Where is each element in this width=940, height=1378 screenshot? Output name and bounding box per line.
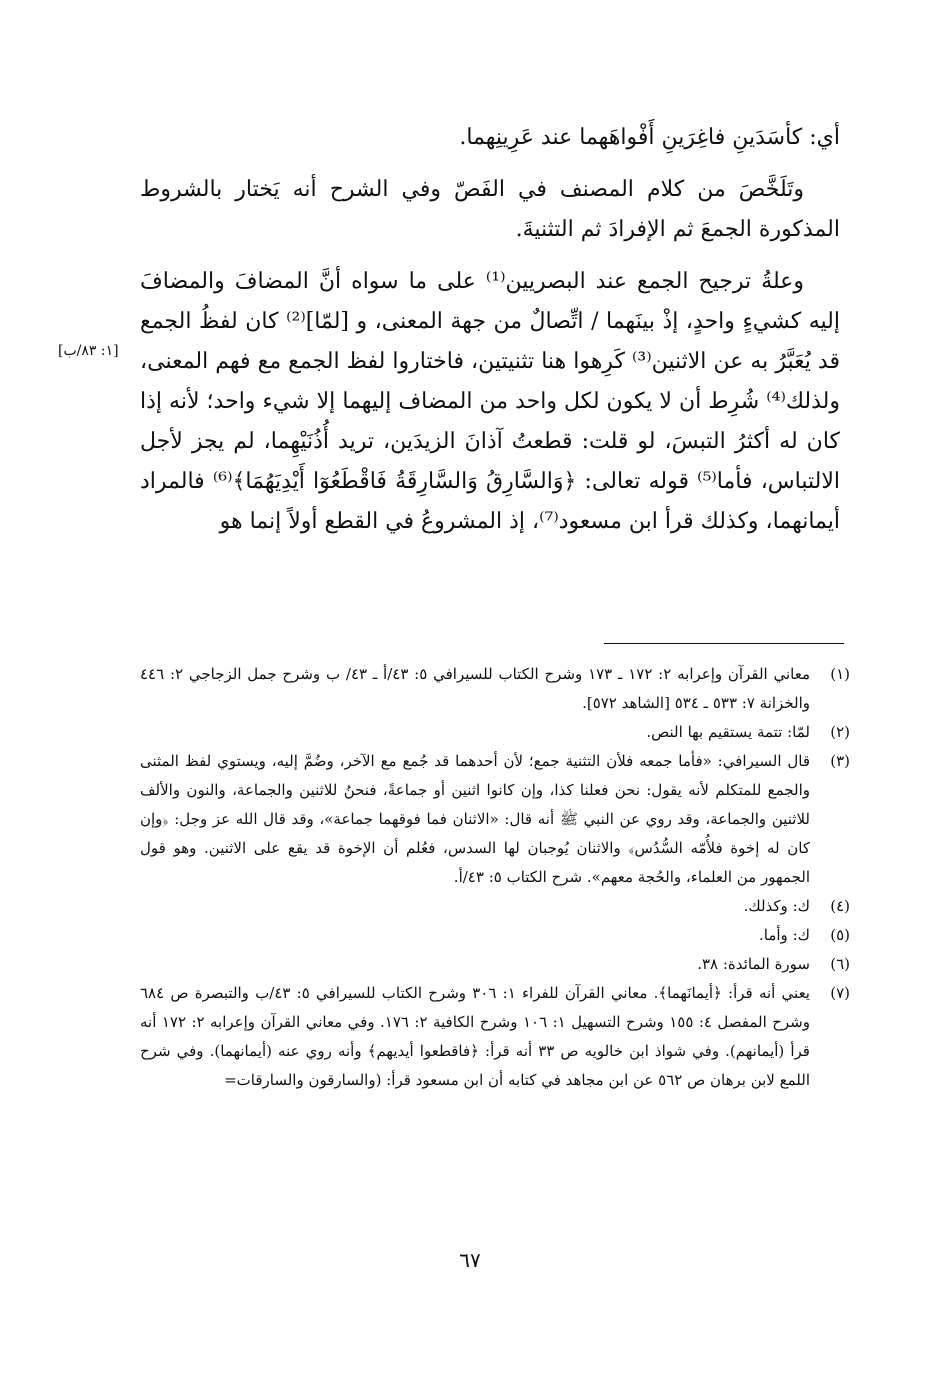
paragraph-1: أي: كأسَدَينِ فاغِرَينِ أَفْواهَهما عند عَرِينِهما. <box>459 125 840 150</box>
footnote-text: يعني أنه قرأ: ﴿أيمانَهما﴾. معاني القرآن للفراء ١: ٣٠٦ وشرح الكتاب للسيرافي ٥: ٤٣/ب والتبصرة ص ٦٨٤ وشرح المفصل ٤: ١٥٥ وشرح التسهيل ١: ١٠٦ وشرح الكافية ٢: ١٧٦. وفي معاني القرآن وإعرابه ٢: ١٧٢ أنه قرأ (أيمانهم). وفي شواذ ابن خالويه ص ٣٣ أنه قرأ: ﴿فاقطعوا أيديهم﴾ وأنه روي عنه (أيمانهما). وفي شرح اللمع لابن برهان ص ٥٦٢ عن ابن مجاهد في كتابه أن ابن مسعود قرأ: (والسارقون والسارقات= <box>140 984 810 1089</box>
footnotes <box>140 660 850 1095</box>
paragraph-2: وتَلَخَّصَ من كلام المصنف في الفَصّ وفي الشرح أنه يَختار بالشروط المذكورة الجمعَ ثم الإفرادَ ثم التثنيةَ. <box>140 177 840 242</box>
margin-manuscript-reference: [١: ٨٣/ب] <box>58 343 119 359</box>
footnote-6 <box>140 950 850 979</box>
footnote-number: (١) <box>830 665 850 683</box>
footnote-text: ك: وكذلك. <box>743 897 810 915</box>
footnote-5 <box>140 921 850 950</box>
main-text <box>140 118 840 554</box>
footnote-3 <box>140 747 850 892</box>
footnote-4 <box>140 892 850 921</box>
footnote-number: (٣) <box>830 752 850 770</box>
footnote-text: لمّا: تتمة يستقيم بها النص. <box>646 723 810 741</box>
footnote-text: ك: وأما. <box>759 926 810 944</box>
footnote-number: (٧) <box>830 984 850 1002</box>
footnote-number: (٦) <box>830 955 850 973</box>
footnote-1 <box>140 660 850 718</box>
paragraph-3: وعلةُ ترجيح الجمع عند البصريين⁽¹⁾ على ما سواه أنَّ المضافَ والمضافَ إليه كشيءٍ واحدٍ، إذْ بينَهما / اتِّصالٌ من جهة المعنى، و [لمّا]⁽²⁾ كان لفظُ الجمع قد يُعَبَّرُ به عن الاثنين⁽³⁾ كَرِهوا هنا تثنيتين، فاختاروا لفظ الجمع مع فهم المعنى، ولذلك⁽⁴⁾ شُرِط أن لا يكون لكل واحد من المضاف إليهما إلا شيء واحد؛ لأنه إذا كان له أكثرُ التبسَ، لو قلت: قطعتُ آذانَ الزيدَين، تريد أُذُنَيْهِما، لم يجز لأجل الالتباس، فأما⁽⁵⁾ قوله تعالى: ﴿وَالسَّارِقُ وَالسَّارِقَةُ فَاقْطَعُوٓا أَيْدِيَهُمَا﴾⁽⁶⁾ فالمراد أيمانهما، وكذلك قرأ ابن مسعود⁽⁷⁾، إذ المشروعُ في القطع أولاً إنما هو <box>140 269 841 534</box>
footnote-text: سورة المائدة: ٣٨. <box>697 955 810 973</box>
footnote-text: قال السيرافي: «فأما جمعه فلأن التثنية جمع؛ لأن أحدهما قد جُمع مع الآخر، وضُمَّ إليه، ويستوي لفظ المثنى والجمع للمتكلم لأنه يقول: نحن فعلنا كذا، وإن كانوا اثنين أو جماعةً، فنحنُ للاثنين والجماعة، والنون والألف للاثنين والجماعة، وقد روي عن النبي ﷺ أنه قال: «الاثنان فما فوقهما جماعة»، وقد قال الله عز وجل: ﴿وإن كان له إخوة فلأُمّه السُّدُس﴾ والاثنان يُوجبان لها السدس، فعُلم أن الإخوة قد يقع على الاثنين. وهو قول الجمهور من العلماء، والحُجة معهم». شرح الكتاب ٥: ٤٣/أ. <box>140 752 810 886</box>
footnote-7 <box>140 979 850 1095</box>
footnote-number: (٤) <box>830 897 850 915</box>
page-number: ٦٧ <box>459 1248 481 1272</box>
footnote-text: معاني القرآن وإعرابه ٢: ١٧٢ ـ ١٧٣ وشرح الكتاب للسيرافي ٥: ٤٣/أ ـ ٤٣/ ب وشرح جمل الزجاجي ٢: ٤٤٦ والخزانة ٧: ٥٣٣ ـ ٥٣٤ [الشاهد ٥٧٢]. <box>140 665 811 712</box>
footnote-separator <box>604 643 844 644</box>
footnote-number: (٢) <box>830 723 850 741</box>
footnote-2 <box>140 718 850 747</box>
footnote-number: (٥) <box>830 926 850 944</box>
